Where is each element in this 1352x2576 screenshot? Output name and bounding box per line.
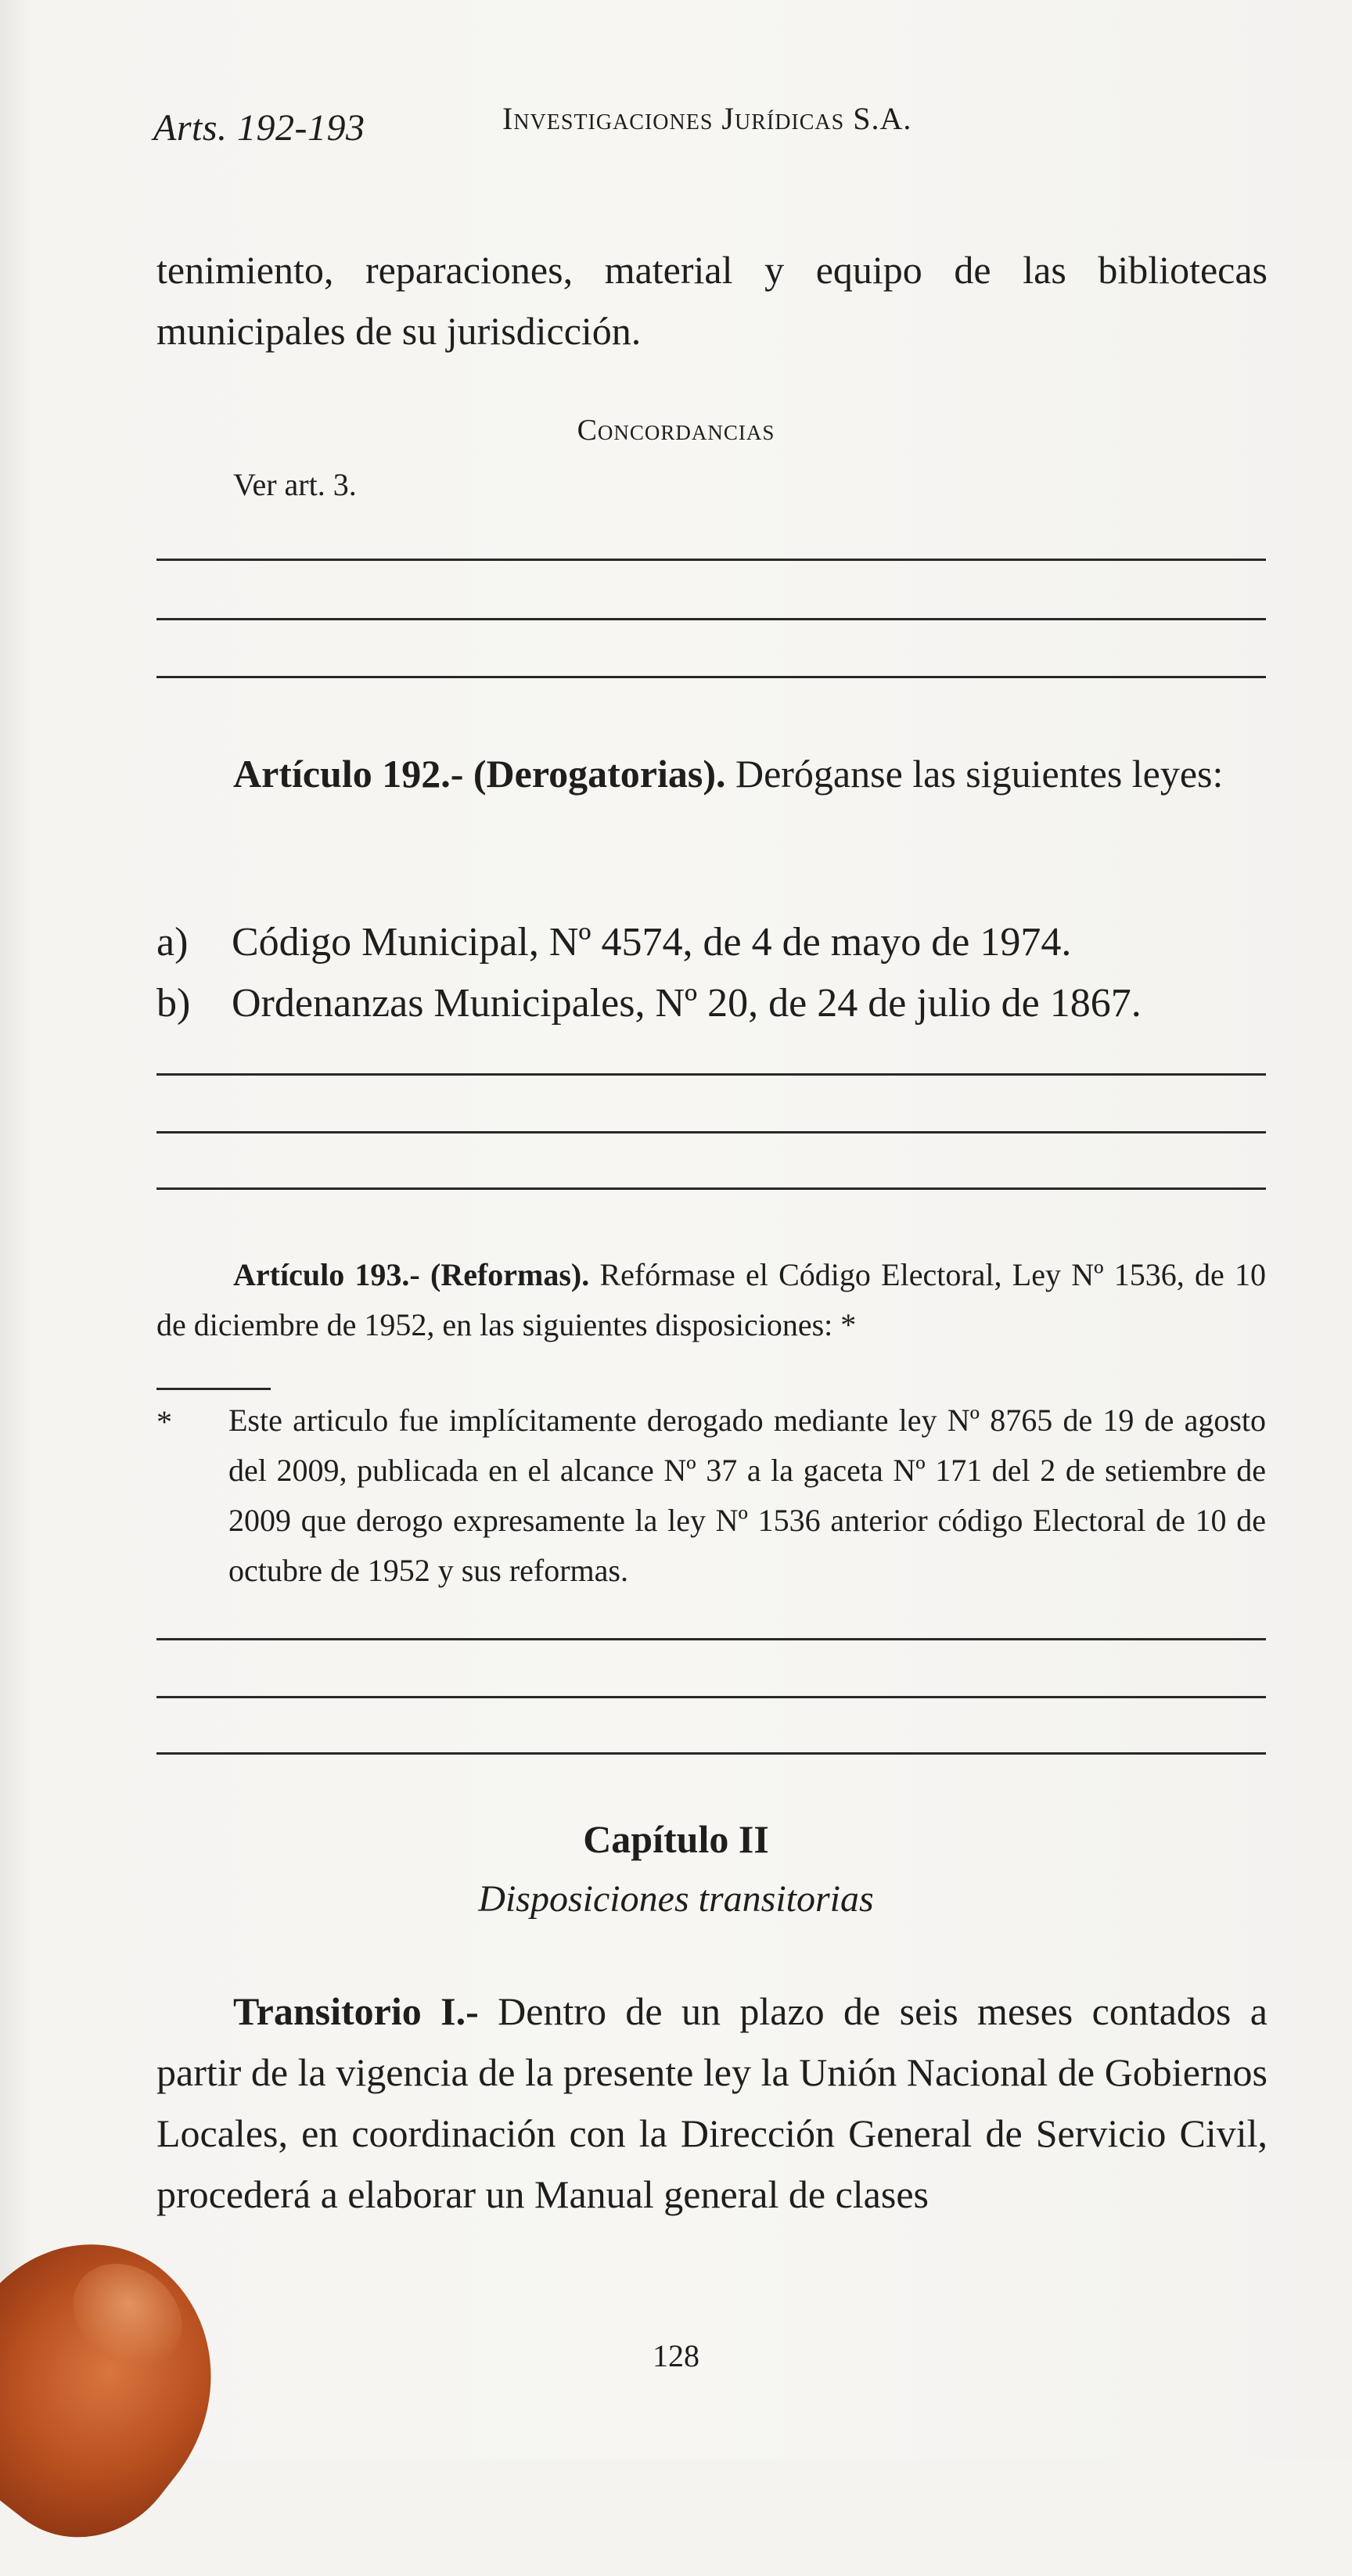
transitorio-heading: Transitorio I.- <box>233 1989 479 2033</box>
finger-image <box>0 2196 271 2576</box>
derogated-laws-list <box>156 912 1268 1034</box>
separator-rule <box>156 1638 1266 1640</box>
article-193-heading: Artículo 193.- (Reformas). <box>233 1257 590 1292</box>
article-193-paragraph <box>156 1250 1266 1350</box>
concordancias-text: Ver art. 3. <box>233 467 357 502</box>
page-number: 128 <box>653 2338 699 2373</box>
article-192-heading: Artículo 192.- (Derogatorias). <box>233 752 726 796</box>
footnote-text: Este articulo fue implícitamente derogado mediante ley Nº 8765 de 19 de agosto del 2009, publicada en el alcance Nº 37 a la gaceta Nº 171 del 2 de setiembre de 2009 que derogo expresamente la ley Nº 1536 anterior código Electoral de 10 de octubre de 1952 y sus reformas. <box>228 1403 1266 1588</box>
separator-rule <box>156 618 1266 620</box>
header-publisher: Investigaciones Jurídicas S.A. <box>502 101 912 136</box>
continuation-paragraph: tenimiento, reparaciones, material y equipo de las bibliotecas municipales de su jurisdicción. <box>156 248 1268 353</box>
chapter-title: Capítulo II <box>583 1817 769 1861</box>
separator-rule <box>156 1073 1266 1076</box>
list-item-text: Ordenanzas Municipales, Nº 20, de 24 de julio de 1867. <box>232 981 1142 1026</box>
footnote <box>156 1396 1266 1596</box>
transitorio-paragraph <box>156 1981 1268 2225</box>
separator-rule <box>156 1131 1266 1134</box>
concordancias-title: Concordancias <box>577 414 775 447</box>
separator-rule <box>156 559 1266 561</box>
header-articles: Arts. 192-193 <box>153 107 365 149</box>
separator-rule <box>156 1187 1266 1190</box>
separator-rule <box>156 676 1266 678</box>
list-item-marker: a) <box>156 920 189 965</box>
separator-rule <box>156 1752 1266 1755</box>
article-192-paragraph <box>156 743 1268 804</box>
separator-rule <box>156 1696 1266 1698</box>
article-193-text: Refórmase el Código Electoral, Ley Nº 1536, de 10 de diciembre de 1952, en las siguientes disposiciones: * <box>156 1257 1266 1342</box>
list-item-text: Código Municipal, Nº 4574, de 4 de mayo de 1974. <box>232 920 1072 965</box>
footnote-rule <box>156 1388 271 1390</box>
transitorio-text: Dentro de un plazo de seis meses contados a partir de la vigencia de la presente ley la Unión Nacional de Gobiernos Locales, en coordinación con la Dirección General de Servicio Civil, procederá a elaborar un Manual general de clases <box>156 1989 1268 2216</box>
list-item <box>156 973 1268 1034</box>
list-item-marker: b) <box>156 981 191 1026</box>
footnote-mark: * <box>156 1404 172 1439</box>
chapter-subtitle: Disposiciones transitorias <box>478 1878 874 1920</box>
list-item <box>156 912 1268 973</box>
article-192-text: Deróganse las siguientes leyes: <box>725 752 1224 796</box>
